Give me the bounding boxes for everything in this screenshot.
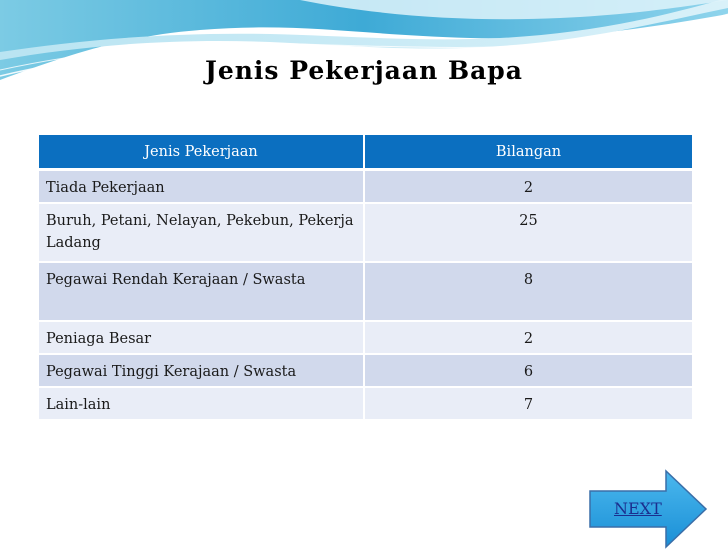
table-header-row	[39, 135, 692, 170]
job-cell: Tiada Pekerjaan	[39, 170, 364, 203]
job-cell: Pegawai Tinggi Kerajaan / Swasta	[39, 354, 364, 387]
count-cell: 25	[364, 203, 692, 262]
table-row	[39, 321, 692, 354]
occupation-table-container	[39, 135, 692, 421]
table-row	[39, 203, 692, 262]
job-cell: Peniaga Besar	[39, 321, 364, 354]
job-cell: Buruh, Petani, Nelayan, Pekebun, Pekerja Ladang	[39, 203, 364, 262]
table-row	[39, 354, 692, 387]
job-cell: Pegawai Rendah Kerajaan / Swasta	[39, 262, 364, 321]
count-cell: 2	[364, 170, 692, 203]
occupation-table	[39, 135, 692, 421]
count-cell: 7	[364, 387, 692, 420]
count-cell: 6	[364, 354, 692, 387]
count-cell: 8	[364, 262, 692, 321]
header-jenis-pekerjaan: Jenis Pekerjaan	[39, 135, 364, 170]
next-label[interactable]: NEXT	[614, 499, 662, 518]
count-cell: 2	[364, 321, 692, 354]
table-row	[39, 387, 692, 420]
next-button[interactable]	[588, 469, 708, 549]
header-bilangan: Bilangan	[364, 135, 692, 170]
table-row	[39, 262, 692, 321]
job-cell: Lain-lain	[39, 387, 364, 420]
table-row	[39, 170, 692, 203]
slide-title: Jenis Pekerjaan Bapa	[205, 56, 523, 85]
